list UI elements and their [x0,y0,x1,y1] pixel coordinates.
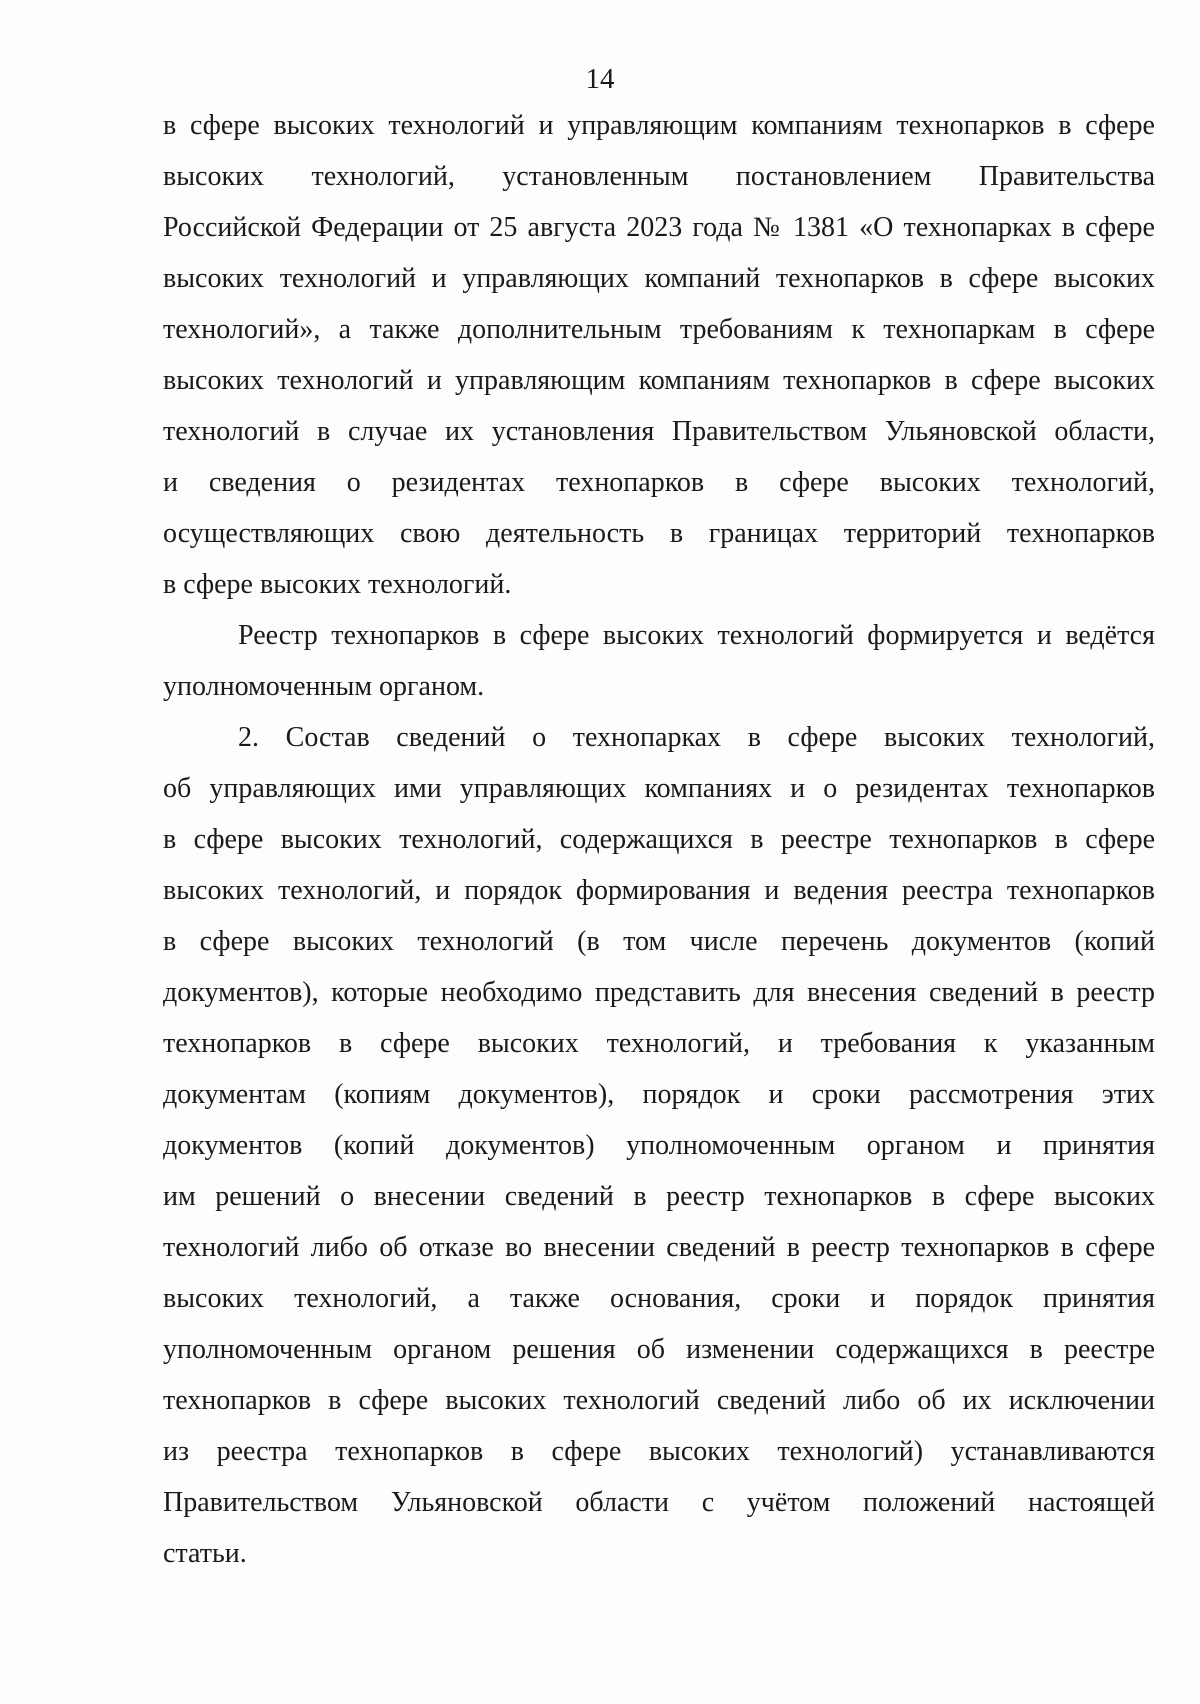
text-line: им решений о внесении сведений в реестр технопарков в сфере высоких [163,1181,1155,1212]
text-line: в сфере высоких технологий, содержащихся в реестре технопарков в сфере [163,824,1155,855]
text-line: Российской Федерации от 25 августа 2023 года № 1381 «О технопарках в сфере [163,212,1155,243]
text-line: в сфере высоких технологий (в том числе перечень документов (копий [163,926,1155,957]
text-line: уполномоченным органом решения об изменении содержащихся в реестре [163,1334,1155,1365]
text-line: Правительством Ульяновской области с учётом положений настоящей [163,1487,1155,1518]
text-line: технологий в случае их установления Правительством Ульяновской области, [163,416,1155,447]
text-line: высоких технологий, а также основания, сроки и порядок принятия [163,1283,1155,1314]
text-line: 2. Состав сведений о технопарках в сфере высоких технологий, [238,722,1155,753]
text-line: осуществляющих свою деятельность в границах территорий технопарков [163,518,1155,549]
text-line: высоких технологий, установленным постановлением Правительства [163,161,1155,192]
text-line: документов (копий документов) уполномоченным органом и принятия [163,1130,1155,1161]
text-line: статьи. [163,1538,247,1569]
text-line: технологий», а также дополнительным требованиям к технопаркам в сфере [163,314,1155,345]
text-line: документов), которые необходимо представить для внесения сведений в реестр [163,977,1155,1008]
text-line: документам (копиям документов), порядок и сроки рассмотрения этих [163,1079,1155,1110]
text-line: технопарков в сфере высоких технологий, и требования к указанным [163,1028,1155,1059]
text-line: уполномоченным органом. [163,671,485,702]
text-line: в сфере высоких технологий. [163,569,512,600]
text-line: технопарков в сфере высоких технологий сведений либо об их исключении [163,1385,1155,1416]
text-line: высоких технологий и управляющих компаний технопарков в сфере высоких [163,263,1155,294]
text-line: и сведения о резидентах технопарков в сфере высоких технологий, [163,467,1155,498]
document-body [163,100,1155,1579]
text-line: из реестра технопарков в сфере высоких технологий) устанавливаются [163,1436,1155,1467]
page-number: 14 [585,63,615,95]
text-line: Реестр технопарков в сфере высоких технологий формируется и ведётся [238,620,1155,651]
text-line: технологий либо об отказе во внесении сведений в реестр технопарков в сфере [163,1232,1155,1263]
text-line: высоких технологий, и порядок формирования и ведения реестра технопарков [163,875,1155,906]
text-line: в сфере высоких технологий и управляющим компаниям технопарков в сфере [163,110,1155,141]
text-line: высоких технологий и управляющим компаниям технопарков в сфере высоких [163,365,1155,396]
text-line: об управляющих ими управляющих компаниях и о резидентах технопарков [163,773,1155,804]
